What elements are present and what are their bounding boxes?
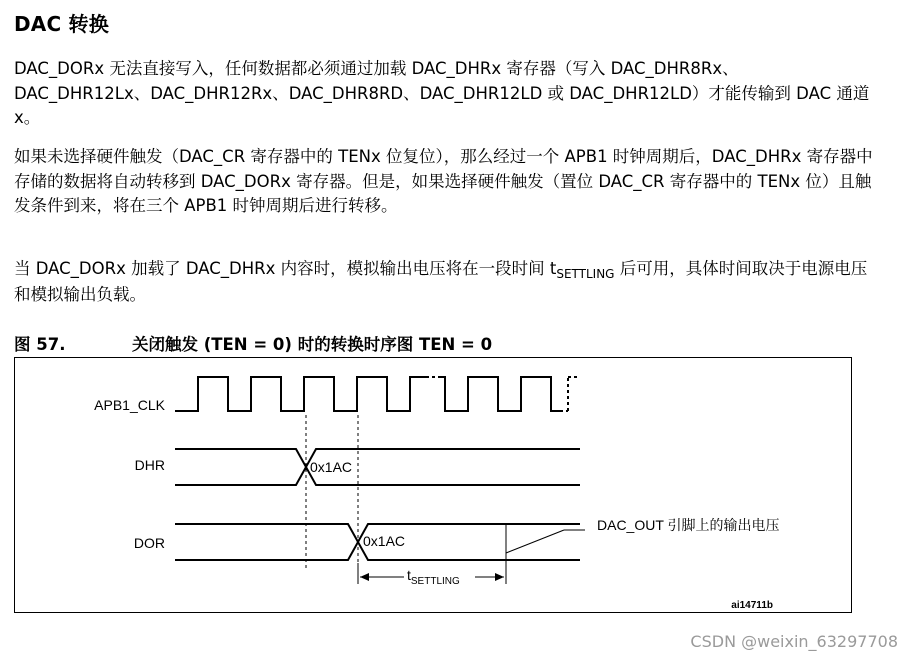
figure-id: ai14711b [731, 600, 773, 611]
figure-title: 关闭触发 (TEN = 0) 时的转换时序图 TEN = 0 [132, 335, 493, 354]
dor-label: DOR [133, 535, 165, 551]
clock-waveform-2 [440, 377, 560, 411]
dhr-bus-bottom [175, 467, 580, 485]
settling-label-subscript: SETTLING [410, 576, 460, 587]
figure-number: 图 57. [14, 335, 66, 354]
clock-waveform [175, 377, 426, 411]
dhr-bus-top [175, 449, 580, 467]
settling-text-subscript: SETTLING [556, 267, 615, 281]
settling-label-t: t [407, 567, 411, 583]
timing-diagram-svg [15, 358, 851, 612]
settling-label [407, 567, 460, 587]
settling-arrowhead-right [495, 573, 504, 581]
annotation-leader [506, 530, 564, 553]
figure-caption [14, 331, 492, 355]
paragraph-dor-write: DAC_DORx 无法直接写入，任何数据都必须通过加载 DAC_DHRx 寄存器（写入 DAC_DHR8Rx、DAC_DHR12Lx、DAC_DHR12Rx、DAC_DHR8RD、DAC_DHR12LD 或 DAC_DHR12LD）才能传输到 DAC 通道 x。 [14, 59, 870, 127]
settling-arrowhead-left [360, 573, 369, 581]
settling-text-after: 后可用，具体时间取决于电源电压和模拟输出负载。 [14, 259, 868, 304]
settling-text-before: 当 DAC_DORx 加载了 DAC_DHRx 内容时，模拟输出电压将在一段时间 t [14, 259, 557, 278]
section-heading: DAC 转换 [14, 12, 109, 36]
paragraph-trigger: 如果未选择硬件触发（DAC_CR 寄存器中的 TENx 位复位），那么经过一个 APB1 时钟周期后，DAC_DHRx 寄存器中存储的数据将自动转移到 DAC_DORx 寄存器。但是，如果选择硬件触发（置位 DAC_CR 寄存器中的 TENx 位）且触发条件到来，将在三个 APB1 时钟周期后进行转移。 [14, 147, 873, 215]
dhr-value: 0x1AC [310, 459, 353, 475]
output-annotation: DAC_OUT 引脚上的输出电压 [597, 517, 780, 533]
paragraph-settling [14, 257, 874, 307]
dhr-label: DHR [134, 457, 165, 473]
dor-value: 0x1AC [363, 533, 406, 549]
timing-diagram [14, 357, 852, 613]
clock-label: APB1_CLK [94, 397, 165, 413]
watermark: CSDN @weixin_63297708 [690, 632, 898, 651]
